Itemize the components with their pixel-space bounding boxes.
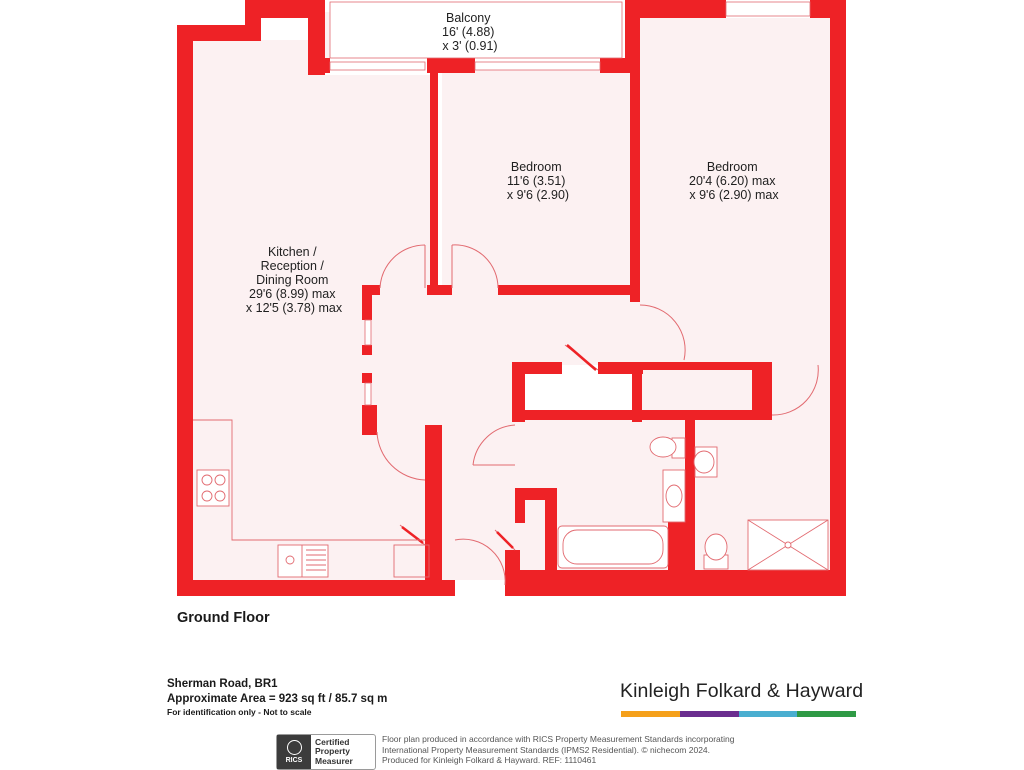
brand-bar-green — [797, 711, 856, 717]
address: Sherman Road, BR1 — [167, 678, 278, 690]
brand-bar-purple — [680, 711, 739, 717]
address-block — [167, 677, 387, 707]
rics-logo — [277, 735, 311, 769]
rics-logo-text: RICS — [285, 757, 303, 764]
balcony-label: Balcony 16' (4.88) x 3' (0.91) — [442, 11, 498, 53]
rics-line-3: Measurer — [315, 755, 353, 766]
bedroom-small-label: Bedroom 11'6 (3.51) x 9'6 (2.90) — [506, 160, 570, 202]
approximate-area: Approximate Area = 923 sq ft / 85.7 sq m — [167, 693, 388, 705]
brand-bar-orange — [621, 711, 680, 717]
rics-line-1: Certified — [315, 736, 350, 747]
rics-line-2: Property — [315, 746, 350, 757]
rics-certification-text — [311, 735, 357, 769]
disclaimer-line-1: Floor plan produced in accordance with RICS Property Measurement Standards incorporating — [382, 734, 735, 744]
disclaimer — [382, 734, 762, 766]
disclaimer-line-2: International Property Measurement Standards (IPMS2 Residential). © nichecom 2024. — [382, 744, 711, 755]
brand-name: Kinleigh Folkard & Hayward — [620, 680, 864, 702]
kitchen-label: Kitchen / Reception / Dining Room 29'6 (8.99) max x 12'5 (3.78) max — [245, 245, 343, 315]
brand-color-bar — [621, 711, 856, 717]
rics-crest-icon — [287, 740, 302, 755]
rics-badge — [276, 734, 376, 770]
scale-note: For identification only - Not to scale — [167, 707, 312, 717]
floor-label: Ground Floor — [177, 610, 270, 626]
brand-bar-blue — [739, 711, 798, 717]
disclaimer-line-3: Produced for Kinleigh Folkard & Hayward. REF: 1110461 — [382, 755, 597, 765]
bedroom-large-label: Bedroom 20'4 (6.20) max x 9'6 (2.90) max — [689, 160, 779, 202]
